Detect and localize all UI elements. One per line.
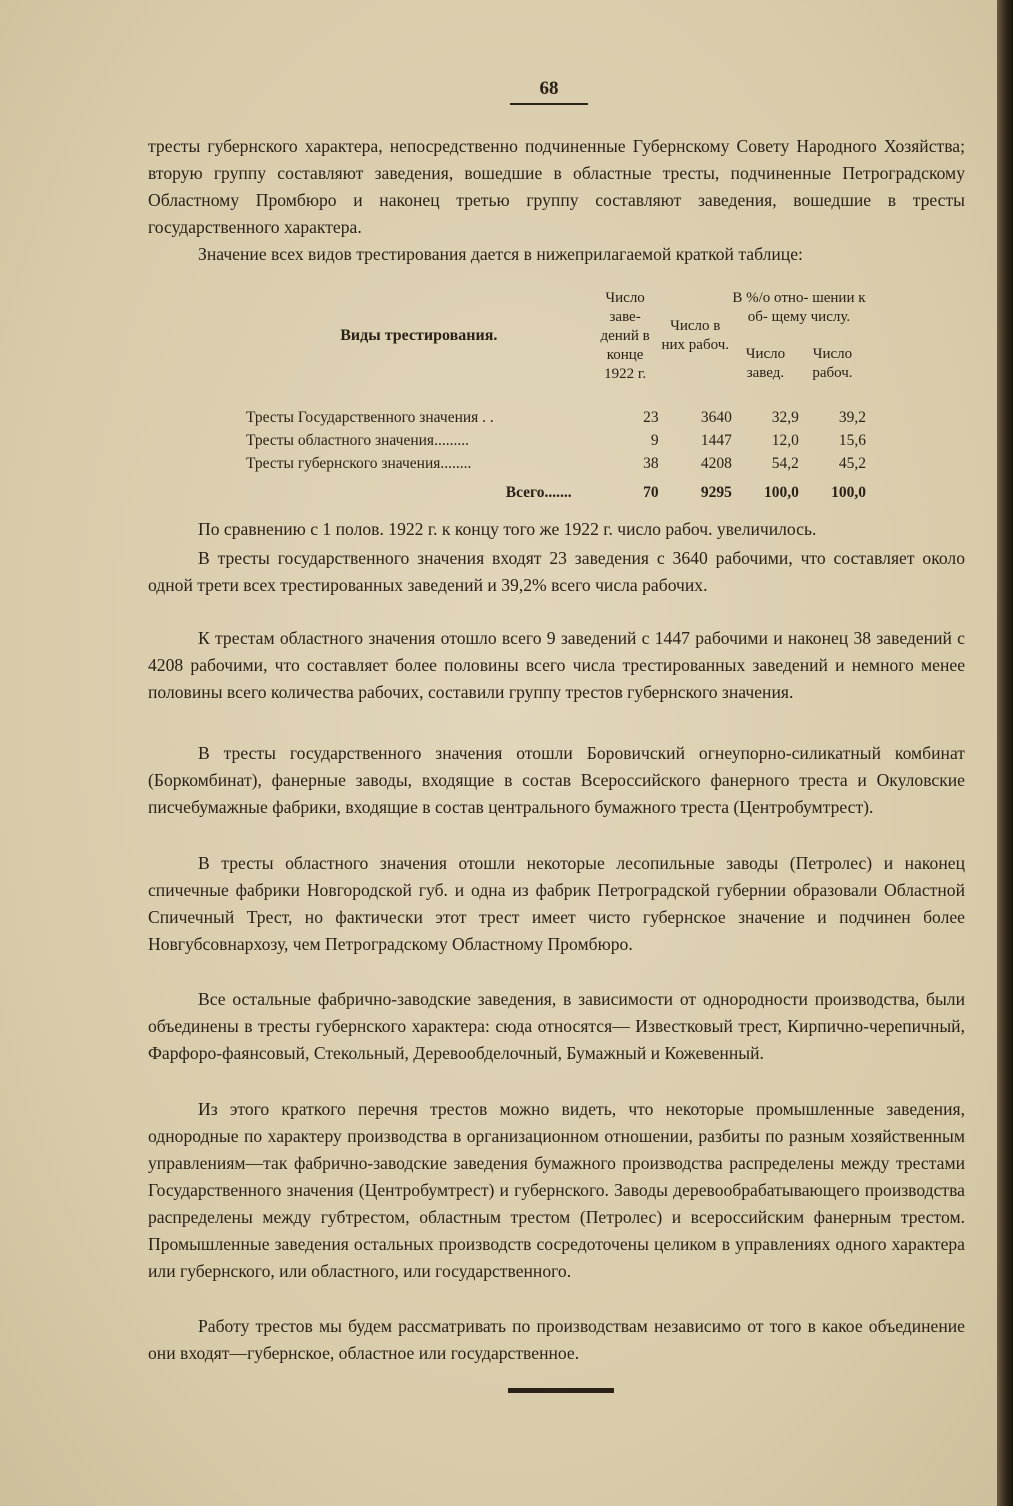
row-enterprises: 38 xyxy=(643,454,659,472)
row-workers: 1447 xyxy=(700,431,732,449)
row-pct-enterprises: 12,0 xyxy=(771,431,799,449)
table-intro-paragraph: Значение всех видов трестирования дается в нижеприлагаемой краткой таблице: xyxy=(198,244,803,264)
table-row xyxy=(246,452,866,475)
row-label: Тресты Государственного значения . . xyxy=(246,408,494,426)
total-workers: 9295 xyxy=(700,483,732,501)
trust-table xyxy=(246,280,866,504)
header-pct-enterprises: Число завед. xyxy=(745,346,786,381)
header-percent-group: В %/о отно- шении к об- щему числу. xyxy=(732,290,866,325)
table-row xyxy=(246,406,866,429)
table-total-row xyxy=(246,481,866,504)
end-rule xyxy=(508,1388,614,1393)
table-row xyxy=(246,429,866,452)
row-enterprises: 23 xyxy=(643,408,659,426)
row-label: Тресты областного значения......... xyxy=(246,431,469,449)
total-pct-workers: 100,0 xyxy=(831,483,866,501)
body-paragraph: В тресты государственного значения входят 23 заведения с 3640 рабочими, что составляет около одной трети всех трестированных заведений и 39,2% всего числа рабочих. xyxy=(148,548,965,595)
row-workers: 4208 xyxy=(700,454,732,472)
row-pct-workers: 45,2 xyxy=(838,454,866,472)
body-paragraph: Из этого краткого перечня трестов можно видеть, что некоторые промышленные заведения, однородные по характеру производства в организационном отношении, разбиты по разным хозяйственным управлениям—так фабрично-заводские заведения бумажного производства распределены между трестами Государственного значения (Центробумтрест) и губернского. Заводы деревообрабатывающего производства распределены между губтрестом, областным трестом (Петролес) и всероссийским фанерным трестом. Промышленные заведения остальных производств сосредоточены целиком в управлениях одного характера или губернского, или областного, или государственного. xyxy=(148,1099,965,1281)
intro-paragraph: тресты губернского характера, непосредственно подчиненные Губернскому Совету Народного Хозяйства; вторую группу составляют заведения, вошедшие в областные тресты, подчиненные Петроградскому Областному Промбюро и наконец третью группу составляют заведения, вошедшие в тресты государственного характера. xyxy=(148,136,965,237)
row-pct-workers: 39,2 xyxy=(838,408,866,426)
row-pct-workers: 15,6 xyxy=(838,431,866,449)
header-enterprises: Число заве- дений в конце 1922 г. xyxy=(600,289,650,382)
body-paragraph: По сравнению с 1 полов. 1922 г. к концу того же 1922 г. число рабоч. увеличилось. xyxy=(198,519,817,539)
row-pct-enterprises: 54,2 xyxy=(771,454,799,472)
book-spine xyxy=(997,0,1013,1506)
body-paragraph: К трестам областного значения отошло всего 9 заведений с 1447 рабочими и наконец 38 заведений с 4208 рабочими, что составляет более половины всего числа трестированных заведений и немного менее половины всего количества рабочих, составили группу трестов губернского значения. xyxy=(148,628,965,702)
header-type: Виды трестирования. xyxy=(340,327,498,344)
row-pct-enterprises: 32,9 xyxy=(771,408,799,426)
body-paragraph: В тресты государственного значения отошли Боровичский огнеупорно-силикатный комбинат (Боркомбинат), фанерные заводы, входящие в состав Всероссийского фанерного треста и Окуловские писчебумажные фабрики, входящие в состав центрального бумажного треста (Центробумтрест). xyxy=(148,743,965,817)
header-workers: Число в них рабоч. xyxy=(661,318,729,353)
row-label: Тресты губернского значения........ xyxy=(246,454,472,472)
total-pct-enterprises: 100,0 xyxy=(764,483,799,501)
table-header-row-1 xyxy=(246,280,866,336)
page-number: 68 xyxy=(510,78,588,105)
body-paragraph: Работу трестов мы будем рассматривать по производствам независимо от того в какое объединение они входят—губернское, областное или государственное. xyxy=(148,1316,965,1363)
total-label: Всего....... xyxy=(505,483,572,501)
body-paragraph: В тресты областного значения отошли некоторые лесопильные заводы (Петролес) и наконец спичечные фабрики Новгородской губ. и одна из фабрик Петроградской губернии образовали Областной Спичечный Трест, но фактически этот трест имеет чисто губернское значение и подчинен более Новгубсовнархозу, чем Петроградскому Областному Промбюро. xyxy=(148,853,965,954)
total-enterprises: 70 xyxy=(643,483,659,501)
row-enterprises: 9 xyxy=(650,431,659,449)
header-pct-workers: Число рабоч. xyxy=(812,346,853,381)
body-paragraph: Все остальные фабрично-заводские заведения, в зависимости от однородности производства, были объединены в тресты губернского характера: сюда относятся— Известковый трест, Кирпично-черепичный, Фарфоро-фаянсовый, Стекольный, Деревообделочный, Бумажный и Кожевенный. xyxy=(148,989,965,1063)
row-workers: 3640 xyxy=(700,408,732,426)
